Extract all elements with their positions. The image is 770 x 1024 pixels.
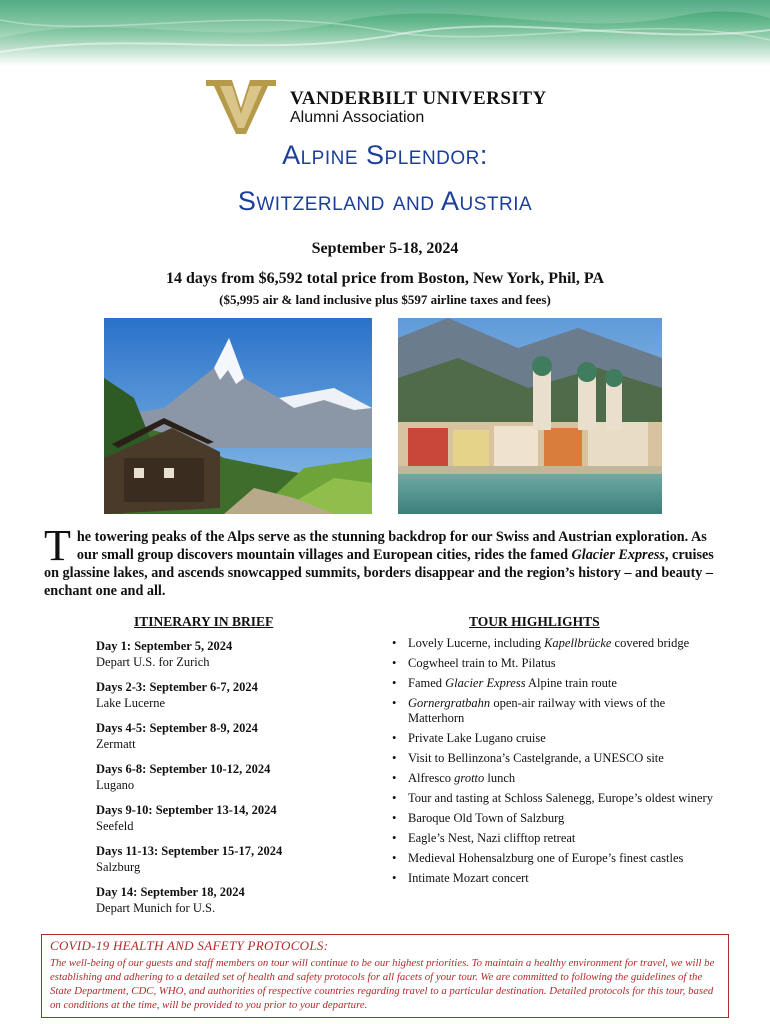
highlight-item (392, 831, 722, 846)
banner-wave-graphic (0, 0, 770, 66)
highlight-text: Baroque Old Town of Salzburg (408, 811, 565, 825)
highlight-text: Cogwheel train to Mt. Pilatus (408, 656, 556, 670)
highlight-item (392, 751, 722, 766)
itinerary-list (96, 638, 356, 925)
header-banner (0, 0, 770, 66)
highlight-item (392, 676, 722, 691)
itinerary-day: Day 1: September 5, 2024 (96, 639, 233, 653)
itinerary-day: Days 6-8: September 10-12, 2024 (96, 762, 271, 776)
highlight-italic: Glacier Express (445, 676, 526, 690)
matterhorn-photo (104, 318, 372, 514)
title-line-2-text: Switzerland and Austria (237, 186, 533, 216)
title-line-2 (0, 186, 770, 217)
intro-text-end: , cruises on glassine lakes, and ascends snowcapped summits, borders disappear and the region’s history – and beauty – enchant one and all. (44, 547, 714, 599)
highlight-italic: grotto (454, 771, 485, 785)
highlight-item (392, 871, 722, 886)
itinerary-place: Depart Munich for U.S. (96, 901, 216, 915)
itinerary-day: Days 9-10: September 13-14, 2024 (96, 803, 277, 817)
itinerary-place: Depart U.S. for Zurich (96, 655, 210, 669)
itinerary-day: Days 2-3: September 6-7, 2024 (96, 680, 258, 694)
itinerary-place: Seefeld (96, 819, 134, 833)
highlight-text: Intimate Mozart concert (408, 871, 529, 885)
highlight-item (392, 851, 722, 866)
highlight-italic: Gornergratbahn (408, 696, 491, 710)
price-subline: ($5,995 air & land inclusive plus $597 airline taxes and fees) (219, 292, 551, 307)
highlight-text: Famed (408, 676, 446, 690)
highlight-text: Visit to Bellinzona’s Castelgrande, a UNESCO site (408, 751, 664, 765)
highlight-text: Alfresco (408, 771, 455, 785)
highlight-text: open-air railway with views of the Matterhorn (408, 696, 666, 725)
highlight-text: covered bridge (611, 636, 690, 650)
title-line-1 (0, 140, 770, 171)
alumni-association-label: Alumni Association (290, 109, 425, 126)
title-line-1-text: Alpine Splendor: (282, 140, 488, 170)
highlight-text: Private Lake Lugano cruise (408, 731, 546, 745)
intro-glacier-express: Glacier Express (571, 547, 665, 563)
itinerary-place: Salzburg (96, 860, 141, 874)
intro-paragraph (44, 521, 724, 600)
itinerary-day: Days 11-13: September 15-17, 2024 (96, 844, 283, 858)
highlight-italic: Kapellbrücke (544, 636, 612, 650)
highlight-item (392, 656, 722, 671)
vanderbilt-v-logo (206, 80, 276, 134)
intro-text-start: he towering peaks of the Alps serve as the stunning backdrop for our Swiss and Austrian exploration. As our small group discovers mountain villages and European cities, rides the famed (76, 529, 707, 563)
highlight-item (392, 636, 722, 651)
highlight-text: Medieval Hohensalzburg one of Europe’s finest castles (408, 851, 684, 865)
highlight-text: Tour and tasting at Schloss Salenegg, Europe’s oldest winery (408, 791, 713, 805)
highlight-item (392, 696, 722, 726)
highlight-item (392, 731, 722, 746)
covid-protocols-box (41, 934, 729, 1018)
highlight-text: lunch (484, 771, 516, 785)
highlight-text: Lovely Lucerne, including (408, 636, 545, 650)
highlight-item (392, 771, 722, 786)
covid-title: COVID-19 HEALTH AND SAFETY PROTOCOLS: (50, 938, 329, 953)
university-name: VANDERBILT UNIVERSITY (290, 88, 547, 109)
highlight-item (392, 811, 722, 826)
itinerary-day: Days 4-5: September 8-9, 2024 (96, 721, 258, 735)
itinerary-day: Day 14: September 18, 2024 (96, 885, 245, 899)
highlights-list (392, 636, 722, 891)
innsbruck-photo (398, 318, 662, 514)
itinerary-place: Lake Lucerne (96, 696, 166, 710)
itinerary-place: Zermatt (96, 737, 136, 751)
itinerary-place: Lugano (96, 778, 135, 792)
covid-body: The well-being of our guests and staff members on tour will continue to be our highest priorities. To maintain a healthy environment for travel, we will be establishing and adhering to a detailed set of health and safety protocols for all facets of your tour. We are committed to following the guidelines of the State Department, CDC, WHO, and authorities of respective countries regarding travel to a particular destination. Detailed protocols for this tour, based on conditions at the time, will be provided to you prior to your departure. (50, 957, 715, 1011)
highlight-text: Alpine train route (525, 676, 617, 690)
highlight-text: Eagle’s Nest, Nazi clifftop retreat (408, 831, 576, 845)
tour-dates: September 5-18, 2024 (311, 240, 459, 257)
intro-dropcap: T (44, 521, 71, 570)
highlights-heading: TOUR HIGHLIGHTS (469, 614, 600, 629)
price-line: 14 days from $6,592 total price from Boston, New York, Phil, PA (165, 270, 605, 287)
itinerary-heading: ITINERARY IN BRIEF (134, 614, 274, 629)
highlight-item (392, 791, 722, 806)
